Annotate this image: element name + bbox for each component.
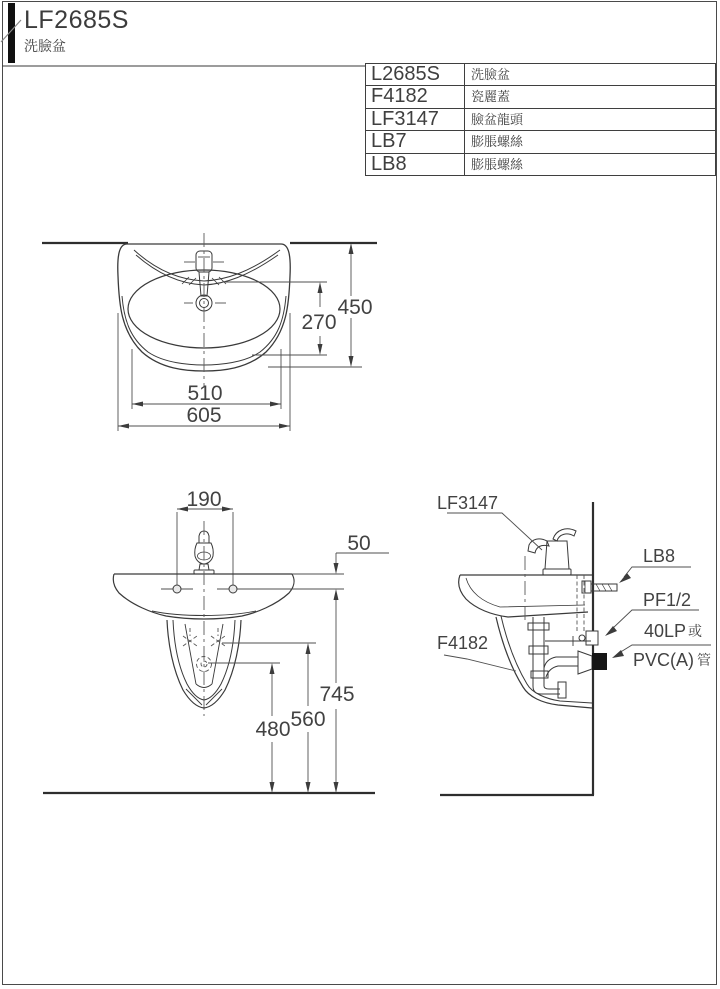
svg-text:270: 270	[301, 311, 337, 334]
dim-rim-height-745	[319, 589, 354, 793]
part-name: 瓷麗蓋	[465, 86, 716, 107]
svg-text:LF3147: LF3147	[437, 493, 499, 513]
part-name: 臉盆龍頭	[465, 109, 716, 130]
part-code: LB8	[365, 154, 465, 175]
svg-text:745: 745	[319, 683, 355, 706]
svg-text:560: 560	[290, 708, 326, 731]
part-code: F4182	[365, 86, 465, 107]
plan-view	[42, 233, 377, 431]
svg-text:50: 50	[347, 532, 371, 555]
svg-text:450: 450	[337, 296, 373, 319]
callout-cover	[437, 633, 516, 671]
callout-bolt	[619, 546, 691, 583]
callout-faucet	[437, 493, 542, 550]
mounting-holes	[161, 585, 344, 593]
svg-text:PVC(A): PVC(A)	[633, 650, 695, 670]
svg-text:40LP: 40LP	[644, 621, 687, 641]
part-name: 膨脹螺絲	[465, 131, 716, 152]
svg-text:LB8: LB8	[643, 546, 676, 566]
part-code: LB7	[365, 131, 465, 152]
front-view	[43, 488, 389, 793]
svg-text:或: 或	[688, 623, 702, 639]
dim-drain-height-480	[208, 663, 291, 793]
page-title: LF2685S	[24, 6, 129, 34]
svg-text:管: 管	[697, 652, 711, 668]
svg-text:PF1/2: PF1/2	[643, 590, 692, 610]
page-subtitle: 洗臉盆	[24, 38, 66, 54]
svg-text:190: 190	[186, 488, 222, 511]
expansion-bolt	[582, 581, 617, 593]
part-name: 洗臉盆	[465, 64, 716, 85]
svg-text:480: 480	[255, 718, 291, 741]
dim-rim-to-hole-50	[292, 532, 389, 574]
part-name: 膨脹螺絲	[465, 154, 716, 175]
drain-plumbing	[528, 617, 607, 698]
basin-profile-inner	[466, 578, 585, 607]
side-view	[437, 493, 711, 795]
wall-drain-outlet	[592, 653, 607, 670]
callout-drain	[612, 621, 711, 670]
svg-text:F4182: F4182	[437, 633, 489, 653]
deck-edge-1	[134, 250, 280, 281]
fold-slash	[1, 20, 21, 42]
faucet-side	[528, 529, 576, 575]
svg-text:510: 510	[187, 382, 223, 405]
part-code: LF3147	[365, 109, 465, 130]
svg-text:605: 605	[186, 404, 222, 427]
supply-plumbing	[545, 575, 598, 646]
part-code: L2685S	[365, 64, 465, 85]
